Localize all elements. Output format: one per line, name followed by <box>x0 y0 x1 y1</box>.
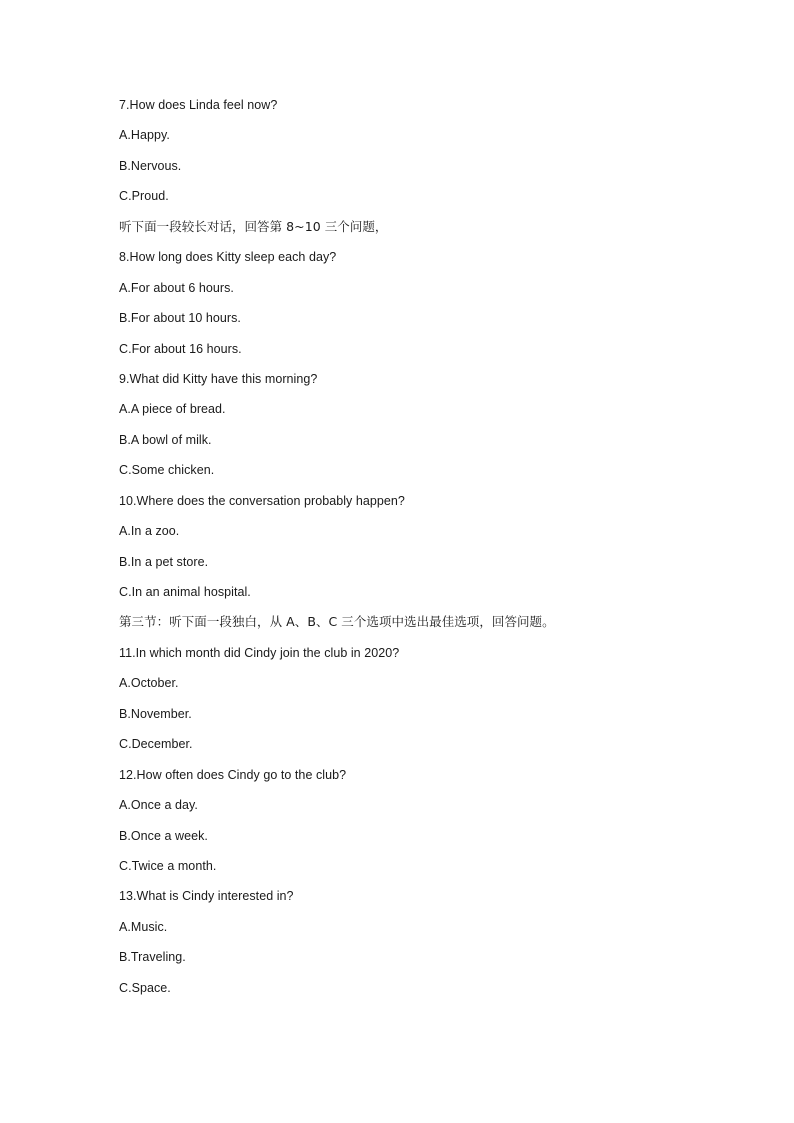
question-8: 8.How long does Kitty sleep each day? <box>119 250 337 265</box>
question-10: 10.Where does the conversation probably happen? <box>119 493 405 508</box>
option-12a: A.Once a day. <box>119 798 198 813</box>
option-8a: A.For about 6 hours. <box>119 280 234 295</box>
option-9c: C.Some chicken. <box>119 463 215 478</box>
question-13: 13.What is Cindy interested in? <box>119 889 294 904</box>
question-7: 7.How does Linda feel now? <box>119 98 278 112</box>
option-9b: B.A bowl of milk. <box>119 432 212 447</box>
question-11: 11.In which month did Cindy join the club in 2020? <box>119 645 400 660</box>
section-3-instruction: 第三节：听下面一段独白，从 A、B、C 三个选项中选出最佳选项，回答问题。 <box>119 614 555 630</box>
option-11a: A.October. <box>119 676 179 691</box>
option-7c: C.Proud. <box>119 189 169 204</box>
option-13a: A.Music. <box>119 919 168 934</box>
option-10b: B.In a pet store. <box>119 554 209 569</box>
option-13b: B.Traveling. <box>119 950 186 965</box>
option-13c: C.Space. <box>119 980 171 995</box>
option-8b: B.For about 10 hours. <box>119 311 241 326</box>
option-10a: A.In a zoo. <box>119 524 180 539</box>
option-9a: A.A piece of bread. <box>119 402 226 417</box>
option-7b: B.Nervous. <box>119 158 182 173</box>
option-12c: C.Twice a month. <box>119 858 217 873</box>
question-9: 9.What did Kitty have this morning? <box>119 371 318 386</box>
document-content <box>119 95 719 1008</box>
option-11b: B.November. <box>119 706 192 721</box>
option-7a: A.Happy. <box>119 128 170 143</box>
option-11c: C.December. <box>119 737 193 752</box>
option-8c: C.For about 16 hours. <box>119 341 242 356</box>
option-12b: B.Once a week. <box>119 828 208 843</box>
question-12: 12.How often does Cindy go to the club? <box>119 767 347 782</box>
option-10c: C.In an animal hospital. <box>119 585 251 599</box>
instruction-8-10: 听下面一段较长对话，回答第 8~10 三个问题， <box>119 218 388 234</box>
